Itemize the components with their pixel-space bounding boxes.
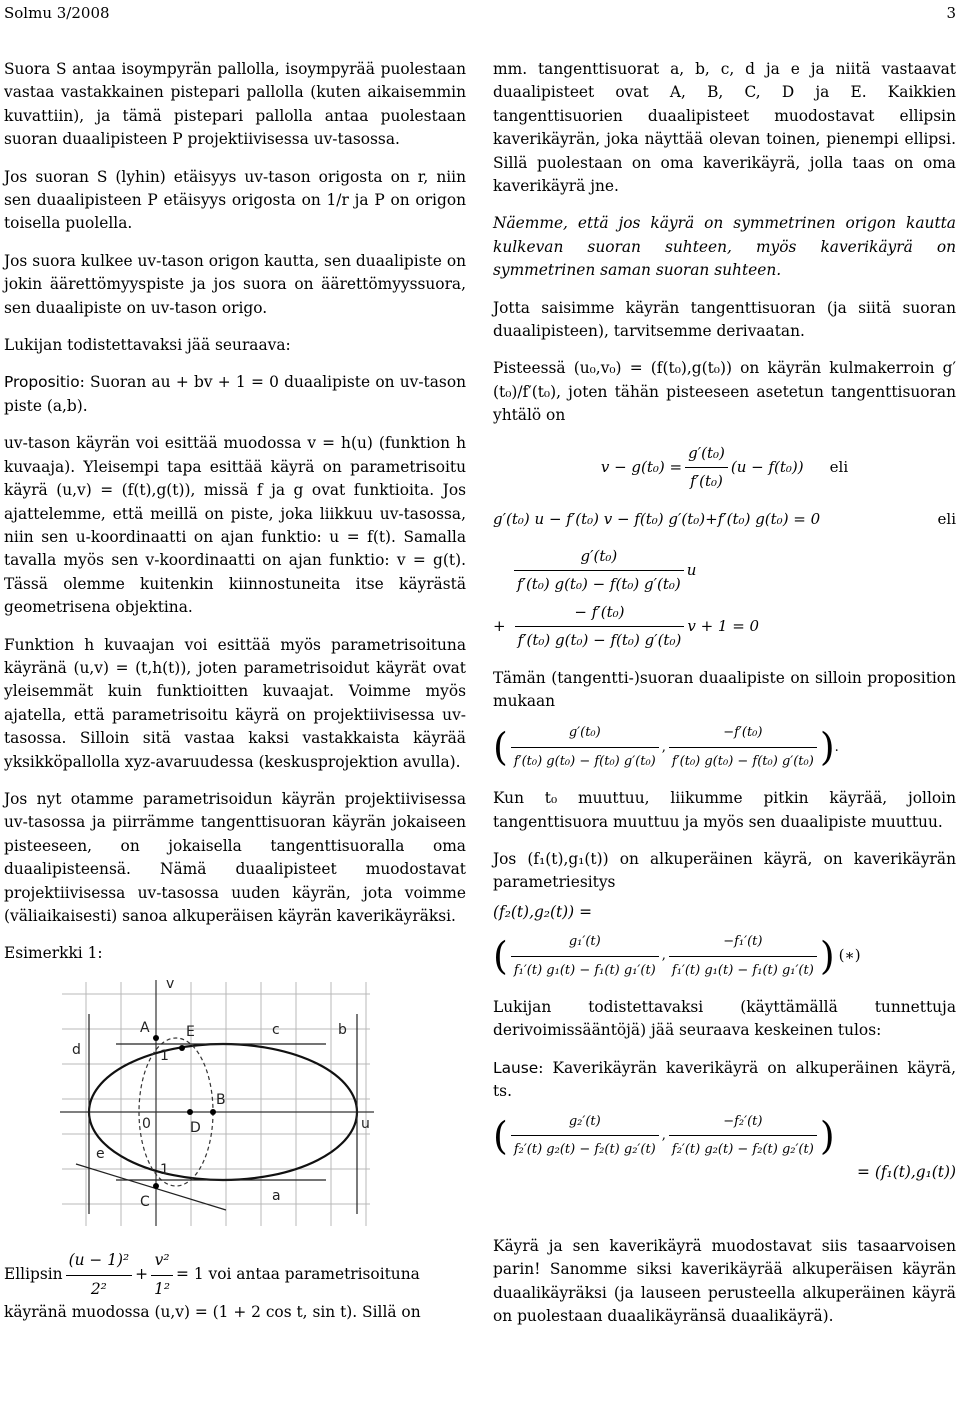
fraction: $\frac{\text{−f₁′(t)}}{\text{f₁′(t) g₁(t) − f₁(t) g₁′(t)}}$ <box>669 930 817 982</box>
theorem-text: : Kaverikäyrän kaverikäyrä on alkuperäinen käyrä, ts. <box>493 1058 956 1101</box>
theorem-result: = (f₁(t),g₁(t)) <box>857 1163 956 1182</box>
fraction: $\frac{\text{g′(t₀)}}{\text{f′(t₀) g(t₀) − f(t₀) g′(t₀)}}$ <box>511 721 659 773</box>
paragraph: Jos nyt otamme parametrisoidun käyrän projektiivisessa uv-tasossa ja piirrämme tangenttisuoran käyrän jokaiseen pisteeseen, on jokaisella tangenttisuoralla oma duaalipisteensä. Nämä duaalipisteet muodostavat projektiivisessa uv-tasossa uuden käyrän, jota voimme (väliaikaisesti) sanoa alkuperäisen käyrän kaverikäyräksi. <box>4 789 466 925</box>
f2g2-label: (f₂(t),g₂(t)) = <box>493 902 592 921</box>
ellipse-line-2: käyränä muodossa (u,v) = (1 + 2 cos t, sin t). Sillä on <box>4 1303 421 1322</box>
point-e <box>179 1045 185 1051</box>
fraction: $\frac{\text{−f₂′(t)}}{\text{f₂′(t) g₂(t) − f₂(t) g₂′(t)}}$ <box>669 1110 817 1162</box>
fraction: $\frac{\text{g₁′(t)}}{\text{f₁′(t) g₁(t) − f₁(t) g₁′(t)}}$ <box>511 930 659 982</box>
paragraph: Jos suoran S (lyhin) etäisyys uv-tason origosta on r, niin sen duaalipisteen P etäisyys origosta on 1/r ja P on origon toisella puolella. <box>4 167 466 233</box>
paragraph: Lukijan todistettavaksi (käyttämällä tunnettuja derivoimissääntöjä) jää seuraava keskeinen tulos: <box>493 998 956 1040</box>
fraction: $\frac{\text{− f′(t₀)}}{\text{f′(t₀) g(t₀) − f(t₀) g′(t₀)}}$ <box>515 601 685 653</box>
label-v: v <box>166 975 175 992</box>
label-zero: 0 <box>142 1115 151 1132</box>
fraction: $\frac{\text{−f′(t₀)}}{\text{f′(t₀) g(t₀) − f(t₀) g′(t₀)}}$ <box>669 721 817 773</box>
paragraph: Suora S antaa isoympyrän pallolla, isoympyrää puolestaan vastaa vastakkainen pistepari pallolla (kuten aikaisemmin kuvattiin), ja tämä pistepari pallolla antaa puolestaan suoran duaalipisteen P projektiivisessa uv-tasossa. <box>4 60 466 149</box>
tangent-equation: v − g(t₀) = $\frac{\text{g′(t₀)}}{\text{f′(t₀)}}$ (u − f(t₀)) eli <box>493 442 956 494</box>
label-C: C <box>140 1193 150 1210</box>
label-d: d <box>72 1041 81 1058</box>
page-number: 3 <box>946 4 956 22</box>
right-column <box>493 58 956 1342</box>
paragraph: Jos (f₁(t),g₁(t)) on alkuperäinen käyrä, on kaverikäyrän parametriesitys <box>493 849 956 892</box>
paragraph: mm. tangenttisuorat a, b, c, d ja e ja niitä vastaavat duaalipisteet ovat A, B, C, D ja E. Kaikkien tangenttisuorien duaalipisteet muodostavat ellipsin kaverikäyrän, joka näyttää olevan toinen, pienempi ellipsi. Sillä puolestaan on oma kaverikäyrä, jolla taas on oma kaverikäyrä jne. <box>493 60 956 196</box>
point-c <box>153 1183 159 1189</box>
label-B: B <box>216 1091 226 1108</box>
example-label: Esimerkki 1: <box>4 944 103 963</box>
proposition <box>4 371 466 418</box>
normalized-equation: $\frac{\text{g′(t₀)}}{\text{f′(t₀) g(t₀) − f(t₀) g′(t₀)}}$ u + $\frac{\text{− f′(t₀)}}{\text{f′(t₀) g(t₀) − f(t₀) g′(t₀)}}$ v + 1 = 0 <box>493 545 956 653</box>
parametric-dual: ( $\frac{\text{g₁′(t)}}{\text{f₁′(t) g₁(t) − f₁(t) g₁′(t)}}$ , $\frac{\text{−f₁′(t)}}{\text{f₁′(t) g₁(t) − f₁(t) g₁′(t)}}$ ) (∗) <box>493 930 956 982</box>
proposition-label: Propositio <box>4 373 80 392</box>
paragraph: Jos suora kulkee uv-tason origon kautta, sen duaalipiste on jokin äärettömyyspiste ja jos suora on äärettömyyssuora, sen duaalipiste on uv-tason origo. <box>4 251 466 317</box>
ellipse-rest: = 1 voi antaa parametrisoituna <box>176 1265 420 1284</box>
label-one-top: 1 <box>160 1047 169 1064</box>
fraction: $\frac{\text{(u − 1)²}}{\text{2²}}$ <box>66 1249 133 1301</box>
point-d <box>187 1109 193 1115</box>
fraction: $\frac{\text{v²}}{\text{1²}}$ <box>151 1249 173 1301</box>
proposition-text: : Suoran au + bv + 1 = 0 duaalipiste on uv-tason piste (a,b). <box>4 373 466 415</box>
label-b: b <box>338 1021 347 1038</box>
theorem-label: Lause <box>493 1058 539 1077</box>
ellipse-word: Ellipsin <box>4 1265 63 1284</box>
paragraph: Näemme, että jos käyrä on symmetrinen origon kautta kulkevan suoran suhteen, myös kaverikäyrä on symmetrinen saman suoran suhteen. <box>493 214 956 280</box>
dual-point: ( $\frac{\text{g′(t₀)}}{\text{f′(t₀) g(t₀) − f(t₀) g′(t₀)}}$ , $\frac{\text{−f′(t₀)}}{\text{f′(t₀) g(t₀) − f(t₀) g′(t₀)}}$ ) . <box>493 721 956 773</box>
theorem <box>493 1057 956 1104</box>
paragraph: Pisteessä (u₀,v₀) = (f(t₀),g(t₀)) on käyrän kulmakerroin g′(t₀)/f′(t₀), joten tähän pisteeseen asetetun tangenttisuoran yhtälö on <box>493 359 956 425</box>
paragraph: uv-tason käyrän voi esittää muodossa v = h(u) (funktion h kuvaaja). Yleisempi tapa esittää käyrä on parametrisoitu käyrä (u,v) = (f(t),g(t)), missä f ja g ovat funktioita. Jos ajattelemme, että meillä on piste, joka liikkuu uv-tasossa, niin sen u-koordinaatti on ajan funktio: u = f(t). Samalla tavalla myös sen v-koordinaatti on ajan funktio: v = g(t). Tässä olemme kuitenkin kiinnostuneita itse käyrästä geometrisena objektina. <box>4 434 466 617</box>
paragraph: Tämän (tangentti-)suoran duaalipiste on silloin proposition mukaan <box>493 668 956 710</box>
fraction: $\frac{\text{g′(t₀)}}{\text{f′(t₀)}}$ <box>685 442 728 494</box>
journal-title: Solmu 3/2008 <box>4 4 110 22</box>
running-header <box>4 4 956 22</box>
point-a <box>153 1035 159 1041</box>
fraction: $\frac{\text{g′(t₀)}}{\text{f′(t₀) g(t₀) − f(t₀) g′(t₀)}}$ <box>514 545 684 597</box>
label-u: u <box>361 1115 370 1132</box>
paragraph: Lukijan todistettavaksi jää seuraava: <box>4 336 291 355</box>
label-c: c <box>272 1021 280 1038</box>
label-E: E <box>186 1023 195 1040</box>
label-e: e <box>96 1145 105 1162</box>
fraction: $\frac{\text{g₂′(t)}}{\text{f₂′(t) g₂(t) − f₂(t) g₂′(t)}}$ <box>511 1110 659 1162</box>
point-b <box>210 1109 216 1115</box>
ellipse-sketch <box>56 974 376 1234</box>
label-A: A <box>140 1019 150 1036</box>
theorem-equation: ( $\frac{\text{g₂′(t)}}{\text{f₂′(t) g₂(t) − f₂(t) g₂′(t)}}$ , $\frac{\text{−f₂′(t)}}{\text{f₂′(t) g₂(t) − f₂(t) g₂′(t)}}$ ) <box>493 1110 956 1162</box>
label-D: D <box>190 1119 201 1136</box>
paragraph: Käyrä ja sen kaverikäyrä muodostavat siis tasaarvoisen parin! Sanomme siksi kaverikäyrää alkuperäisen käyrän duaalikäyräksi (ja lauseen perusteella alkuperäinen käyrä on puolestaan duaalikäyränsä duaalikäyrä). <box>493 1236 956 1326</box>
line-equation: g′(t₀) u − f′(t₀) v − f(t₀) g′(t₀)+f′(t₀) g(t₀) = 0 eli <box>493 509 956 528</box>
paragraph: Jotta saisimme käyrän tangenttisuoran (ja siitä suoran duaalipisteen), tarvitsemme derivaatan. <box>493 298 956 341</box>
ellipse-figure <box>56 974 466 1241</box>
left-column <box>4 58 466 1324</box>
paragraph: Kun t₀ muuttuu, liikumme pitkin käyrää, jolloin tangenttisuora muuttuu ja myös sen duaalipiste muuttuu. <box>493 789 956 831</box>
label-a: a <box>272 1187 281 1204</box>
ellipse-equation: Ellipsin $\frac{\text{(u − 1)²}}{\text{2²}}$ + $\frac{\text{v²}}{\text{1²}}$ = 1 voi antaa parametrisoituna <box>4 1249 466 1301</box>
label-one-bottom: 1 <box>160 1161 169 1178</box>
tangent-line-e <box>76 1161 226 1210</box>
paragraph: Funktion h kuvaajan voi esittää myös parametrisoituna käyränä (u,v) = (t,h(t)), joten parametrisoidut käyrät ovat yleisemmät kuin funktioitten kuvaajat. Voimme myös ajatella, että parametrisoitu käyrä on projektiivisessa uv-tasossa. Silloin sitä vastaa kaksi vastakkaista käyrää yksikköpallolla xyz-avaruudessa (keskusprojektion avulla). <box>4 635 466 771</box>
